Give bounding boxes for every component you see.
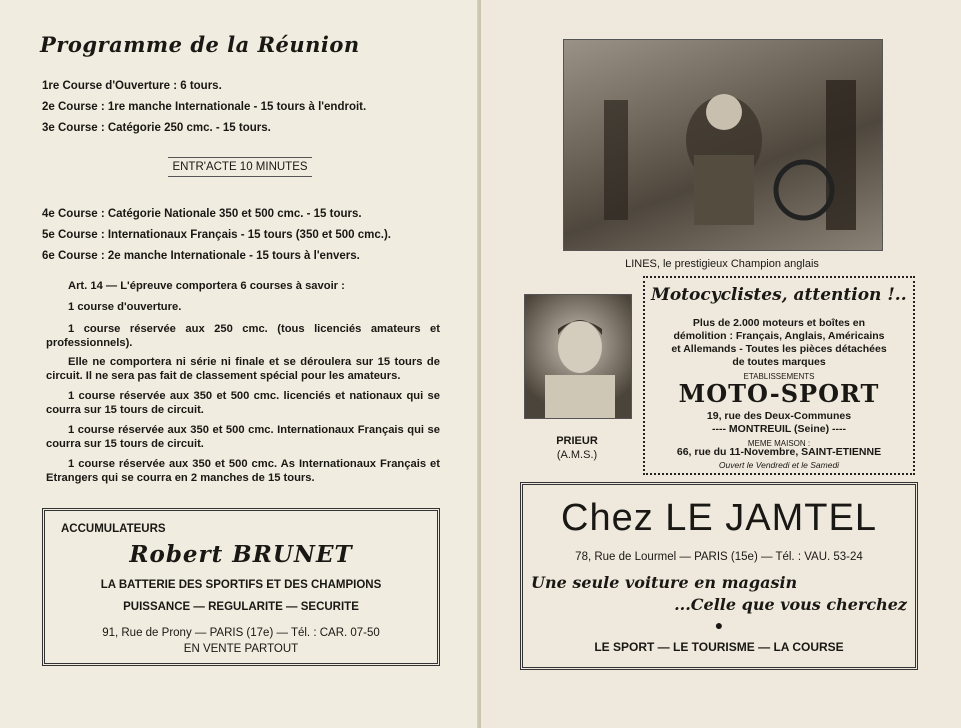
race-number: 3e <box>42 122 55 134</box>
moto-heading: Motocyclistes, attention !.. <box>651 285 907 305</box>
jamtel-advert <box>520 482 918 670</box>
brunet-advert <box>42 508 440 666</box>
race-label: Course : Internationaux Français - 15 tours (350 et 500 cmc.). <box>58 229 391 241</box>
article-line: 1 course réservée aux 350 et 500 cmc. As Internationaux Français et Etrangers qui se courra en 2 manches de 15 tours. <box>46 458 440 484</box>
brunet-address: 91, Rue de Prony — PARIS (17e) — Tél. : CAR. 07-50 <box>102 627 380 639</box>
moto-body-line: de toutes marques <box>732 356 826 368</box>
bullet-icon: ● <box>714 617 724 633</box>
race-label: Course : 2e manche Internationale - 15 tours à l'envers. <box>58 250 360 262</box>
left-page <box>0 0 479 728</box>
article-line: 1 course réservée aux 250 cmc. (tous licenciés amateurs et professionnels). <box>46 323 440 349</box>
brunet-qualities: PUISSANCE — REGULARITE — SECURITE <box>123 601 359 613</box>
moto-etab: ETABLISSEMENTS <box>743 372 815 381</box>
moto-address-1: 19, rue des Deux-Communes <box>706 410 852 422</box>
jamtel-slogan-2: ...Celle que vous cherchez <box>674 595 907 614</box>
programme-title: Programme de la Réunion <box>40 32 360 57</box>
moto-address-2: ---- MONTREUIL (Seine) ---- <box>712 423 846 435</box>
prieur-name: PRIEUR <box>556 435 598 447</box>
race-6 <box>42 250 360 262</box>
race-3 <box>42 122 271 134</box>
article-line: Elle ne comportera ni série ni finale et se déroulera sur 15 tours de circuit. Il ne sera pas fait de classement spécial pour les amateurs. <box>46 356 440 382</box>
race-5 <box>42 229 391 241</box>
article-line: 1 course réservée aux 350 et 500 cmc. licenciés et nationaux qui se courra sur 15 tours de circuit. <box>46 390 440 416</box>
brunet-sale: EN VENTE PARTOUT <box>183 643 299 655</box>
jamtel-address: 78, Rue de Lourmel — PARIS (15e) — Tél. : VAU. 53-24 <box>575 551 863 563</box>
moto-body-line: et Allemands - Toutes les pièces détachées <box>671 343 887 355</box>
race-2 <box>42 101 366 113</box>
article-line: 1 course réservée aux 350 et 500 cmc. Internationaux Français qui se courra sur 15 tours de circuit. <box>46 424 440 450</box>
race-number: 1re <box>42 80 60 92</box>
rider-photo-icon <box>564 40 882 250</box>
article-line: 1 course d'ouverture. <box>68 301 182 313</box>
jamtel-name: Chez LE JAMTEL <box>561 497 877 539</box>
jamtel-footer: LE SPORT — LE TOURISME — LA COURSE <box>594 640 844 654</box>
lines-champion-photo <box>563 39 883 251</box>
brunet-name: Robert BRUNET <box>129 541 353 568</box>
brunet-label: ACCUMULATEURS <box>61 523 166 535</box>
moto-body-line: Plus de 2.000 moteurs et boîtes en <box>692 317 866 329</box>
race-label: Course d'Ouverture : 6 tours. <box>62 80 222 92</box>
race-label: Course : Catégorie Nationale 350 et 500 cmc. - 15 tours. <box>58 208 362 220</box>
race-4 <box>42 208 362 220</box>
moto-brand: MOTO-SPORT <box>678 379 880 408</box>
race-1 <box>42 80 222 92</box>
race-label: Course : 1re manche Internationale - 15 tours à l'endroit. <box>58 101 367 113</box>
race-label: Course : Catégorie 250 cmc. - 15 tours. <box>58 122 271 134</box>
prieur-club: (A.M.S.) <box>556 449 598 461</box>
moto-sport-advert <box>643 276 915 475</box>
race-number: 5e <box>42 229 55 241</box>
portrait-photo-icon <box>525 295 631 418</box>
entracte-label: ENTR'ACTE 10 MINUTES <box>168 157 312 177</box>
article-line: Art. 14 — L'épreuve comportera 6 courses à savoir : <box>68 280 345 292</box>
prieur-photo <box>524 294 632 419</box>
race-number: 6e <box>42 250 55 262</box>
race-number: 2e <box>42 101 55 113</box>
moto-body-line: démolition : Français, Anglais, Américains <box>673 330 885 342</box>
moto-address-3: 66, rue du 11-Novembre, SAINT-ETIENNE <box>676 446 882 458</box>
moto-hours: Ouvert le Vendredi et le Samedi <box>718 460 840 470</box>
jamtel-slogan-1: Une seule voiture en magasin <box>531 573 798 592</box>
race-number: 4e <box>42 208 55 220</box>
brunet-tagline: LA BATTERIE DES SPORTIFS ET DES CHAMPIONS <box>100 579 382 591</box>
lines-photo-caption: LINES, le prestigieux Champion anglais <box>625 258 819 270</box>
moto-meme-maison: MEME MAISON : <box>747 439 811 448</box>
